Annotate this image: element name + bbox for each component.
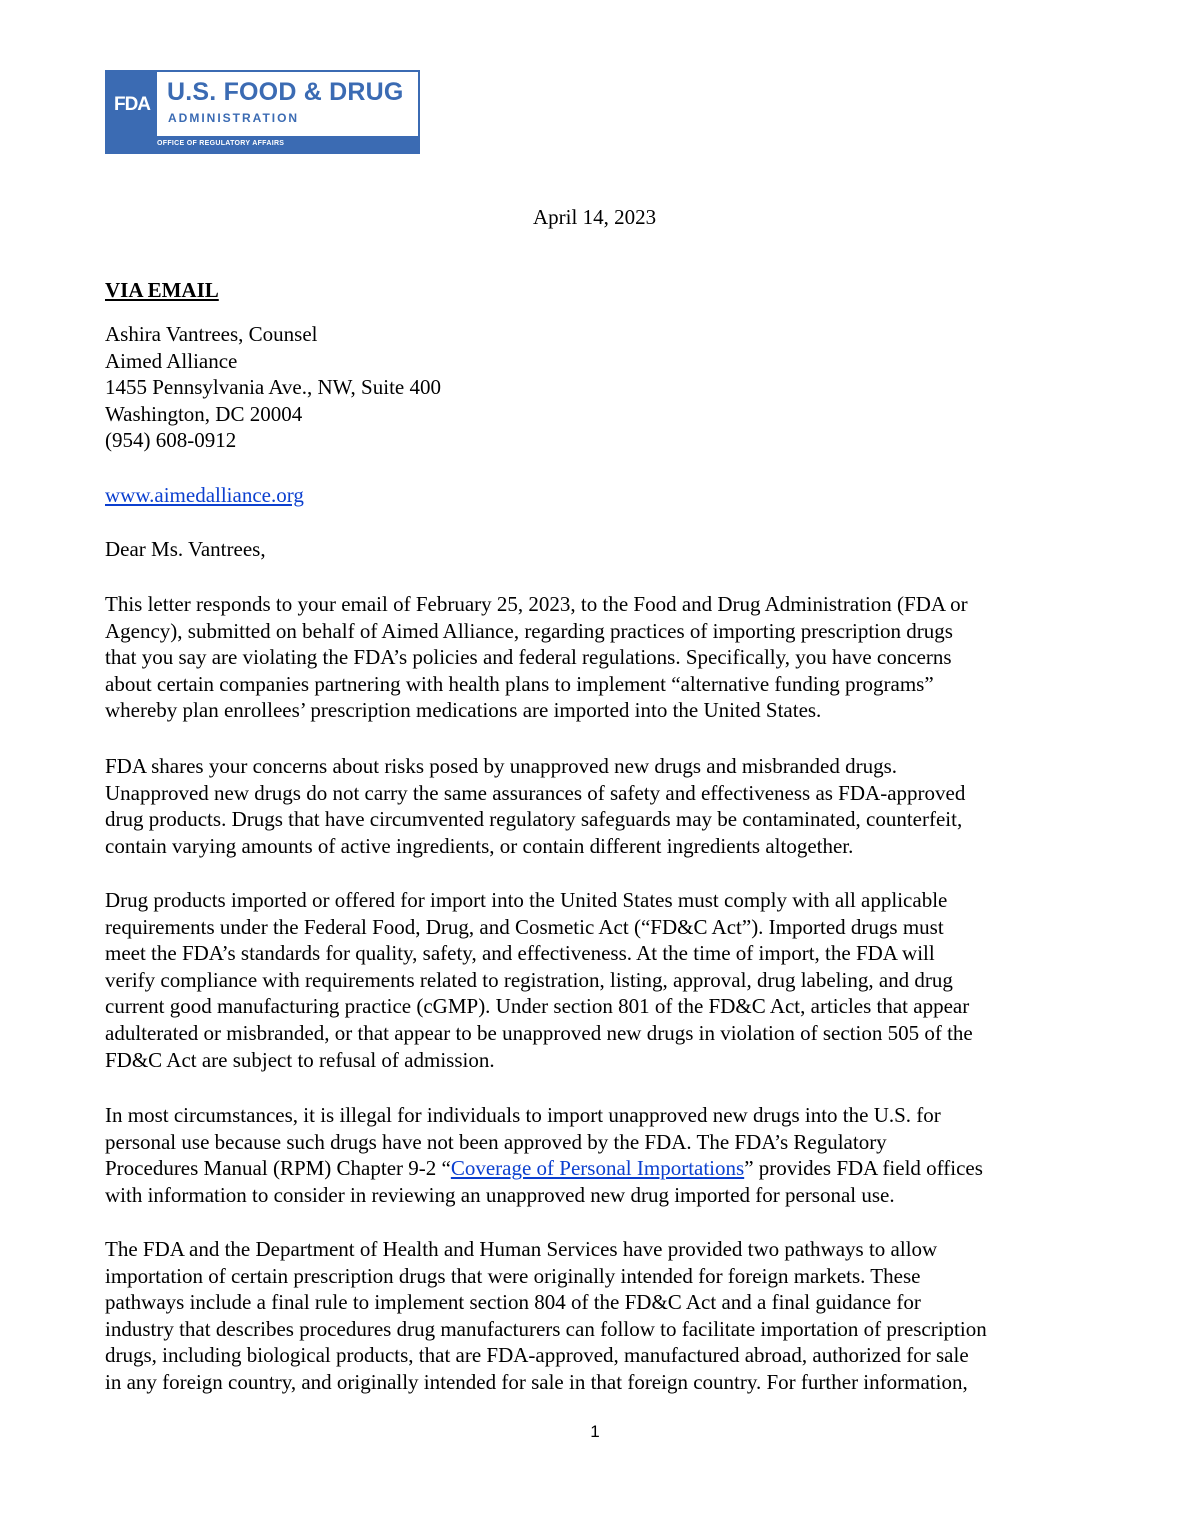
paragraph-5 — [105, 1236, 1095, 1396]
paragraph-line — [105, 1155, 1095, 1182]
paragraph-line: FD&C Act are subject to refusal of admission. — [105, 1047, 495, 1072]
paragraph-line: in any foreign country, and originally intended for sale in that foreign country. For further information, — [105, 1369, 968, 1394]
paragraph-line: Agency), submitted on behalf of Aimed Alliance, regarding practices of importing prescription drugs — [105, 618, 953, 643]
paragraph-line: FDA shares your concerns about risks posed by unapproved new drugs and misbranded drugs. — [105, 754, 898, 778]
paragraph-line: current good manufacturing practice (cGMP). Under section 801 of the FD&C Act, articles that appear — [105, 994, 970, 1019]
paragraph-line: The FDA and the Department of Health and Human Services have provided two pathways to allow — [105, 1237, 938, 1261]
paragraph-line: that you say are violating the FDA’s policies and federal regulations. Specifically, you have concerns — [105, 645, 952, 670]
paragraph-line: drugs, including biological products, that are FDA-approved, manufactured abroad, authorized for sale — [105, 1343, 969, 1368]
paragraph-line: personal use because such drugs have not been approved by the FDA. The FDA’s Regulatory — [105, 1129, 887, 1154]
paragraph-1 — [105, 591, 1095, 724]
paragraph-line: industry that describes procedures drug manufacturers can follow to facilitate importation of prescription — [105, 1316, 987, 1341]
salutation: Dear Ms. Vantrees, — [105, 537, 266, 561]
fda-logo-office: OFFICE OF REGULATORY AFFAIRS — [107, 136, 418, 152]
paragraph-2 — [105, 753, 1095, 859]
paragraph-line: about certain companies partnering with health plans to implement “alternative funding programs” — [105, 671, 934, 696]
page-number: 1 — [590, 1422, 600, 1441]
paragraph-line: with information to consider in reviewing an unapproved new drug imported for personal use. — [105, 1182, 895, 1207]
recipient-name: Ashira Vantrees, Counsel — [105, 322, 318, 346]
paragraph-line: meet the FDA’s standards for quality, safety, and effectiveness. At the time of import, the FDA will — [105, 941, 935, 966]
paragraph-line: whereby plan enrollees’ prescription medications are imported into the United States. — [105, 698, 822, 723]
paragraph-line: Unapproved new drugs do not carry the same assurances of safety and effectiveness as FDA-approved — [105, 780, 966, 805]
paragraph-line: contain varying amounts of active ingredients, or contain different ingredients altogether. — [105, 833, 854, 858]
fda-logo-title: U.S. FOOD & DRUG — [167, 78, 404, 106]
paragraph-line: drug products. Drugs that have circumvented regulatory safeguards may be contaminated, counterfeit, — [105, 807, 963, 832]
personal-importations-link[interactable]: Coverage of Personal Importations — [450, 1156, 745, 1181]
paragraph-line: importation of certain prescription drugs that were originally intended for foreign markets. These — [105, 1263, 921, 1288]
paragraph-line: This letter responds to your email of February 25, 2023, to the Food and Drug Administration (FDA or — [105, 592, 968, 616]
recipient-organization: Aimed Alliance — [105, 348, 238, 373]
text-span: Procedures Manual (RPM) Chapter 9-2 “ — [105, 1156, 451, 1181]
recipient-street: 1455 Pennsylvania Ave., NW, Suite 400 — [105, 375, 441, 399]
paragraph-3 — [105, 887, 1095, 1073]
paragraph-line: In most circumstances, it is illegal for individuals to import unapproved new drugs into the U.S. for — [105, 1103, 941, 1127]
recipient-website-link[interactable]: www.aimedalliance.org — [105, 483, 304, 507]
delivery-method: VIA EMAIL — [105, 278, 219, 302]
paragraph-line: pathways include a final rule to implement section 804 of the FD&C Act and a final guidance for — [105, 1290, 921, 1315]
recipient-phone: (954) 608-0912 — [105, 428, 237, 452]
paragraph-line: verify compliance with requirements related to registration, listing, approval, drug labeling, and drug — [105, 967, 953, 992]
text-span: ” provides FDA field offices — [744, 1156, 983, 1181]
fda-logo-mark: FDA — [107, 72, 157, 138]
letter-date: April 14, 2023 — [533, 205, 657, 229]
fda-logo-subtitle: ADMINISTRATION — [168, 111, 300, 125]
paragraph-line: adulterated or misbranded, or that appear to be unapproved new drugs in violation of section 505 of the — [105, 1020, 973, 1045]
recipient-address — [105, 321, 441, 454]
recipient-city: Washington, DC 20004 — [105, 401, 303, 426]
paragraph-line: requirements under the Federal Food, Drug, and Cosmetic Act (“FD&C Act”). Imported drugs must — [105, 914, 944, 939]
paragraph-4 — [105, 1102, 1095, 1208]
fda-logo — [105, 70, 420, 154]
paragraph-line: Drug products imported or offered for import into the United States must comply with all applicable — [105, 888, 948, 912]
